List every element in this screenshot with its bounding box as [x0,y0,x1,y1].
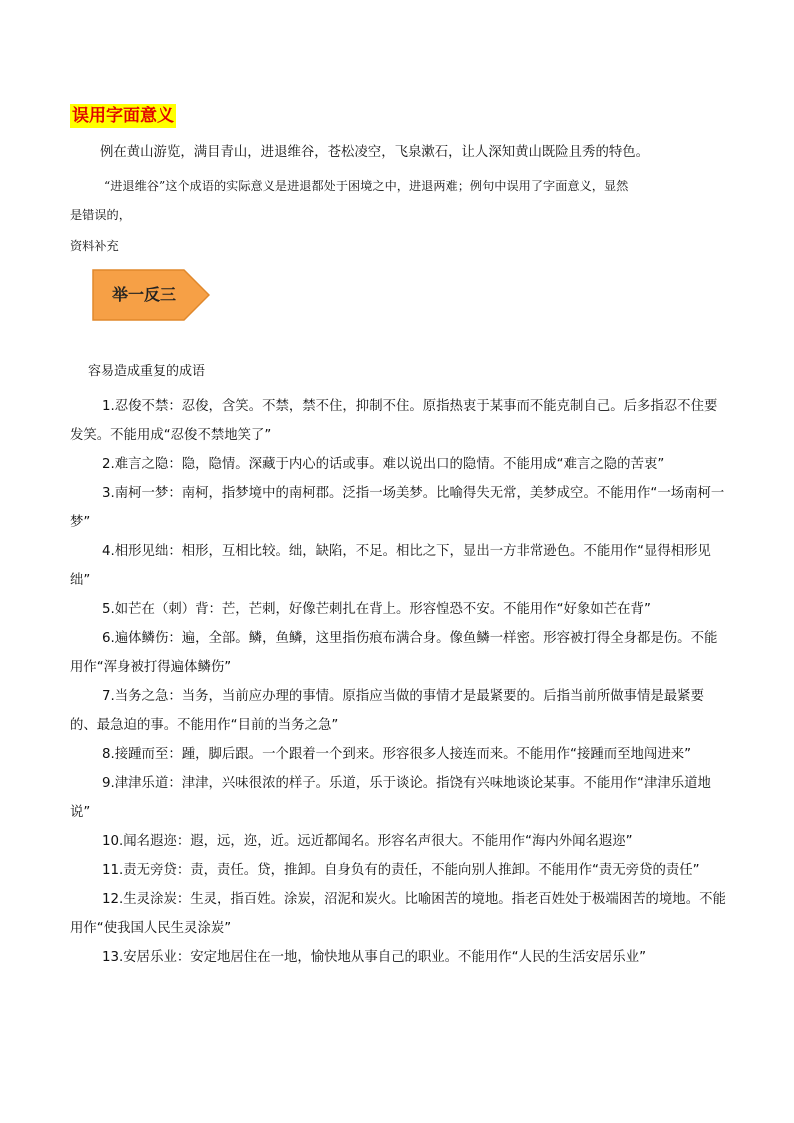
list-item: 3.南柯一梦：南柯，指梦境中的南柯郡。泛指一场美梦。比喻得失无常，美梦成空。不能用作“一场南柯一梦” [70,486,725,530]
list-item: 5.如芒在（刺）背：芒，芒刺，好像芒刺扎在背上。形容惶恐不安。不能用作“好象如芒在背” [102,602,651,617]
section-title: 误用字面意义 [72,106,174,126]
list-item: 9.津津乐道：津津，兴味很浓的样子。乐道，乐于谈论。指饶有兴味地谈论某事。不能用作“津津乐道地说” [70,776,711,820]
list-heading: 容易造成重复的成语 [88,364,206,379]
list-item: 2.难言之隐：隐，隐情。深藏于内心的话或事。难以说出口的隐情。不能用成“难言之隐的苦衷” [102,457,665,472]
list-item: 12.生灵涂炭：生灵，指百姓。涂炭，沼泥和炭火。比喻困苦的境地。指老百姓处于极端困苦的境地。不能用作“使我国人民生灵涂炭” [70,892,726,936]
list-item: 11.责无旁贷：责，责任。贷，推卸。自身负有的责任，不能向别人推卸。不能用作“责无旁贷的责任” [102,863,700,878]
list-item: 13.安居乐业：安定地居住在一地，愉快地从事自己的职业。不能用作“人民的生活安居乐业” [102,950,647,965]
example-sentence: 例在黄山游览，满目青山，进退维谷，苍松凌空，飞泉漱石，让人深知黄山既险且秀的特色。 [100,145,650,160]
explanation-line-1: “进退维谷”这个成语的实际意义是进退都处于困境之中，进退两难；例句中误用了字面意义，显然 [104,179,629,193]
arrow-badge [92,269,210,321]
list-item: 4.相形见绌：相形，互相比较。绌，缺陷，不足。相比之下，显出一方非常逊色。不能用作“显得相形见绌” [70,544,711,588]
list-item: 6.遍体鳞伤：遍，全部。鳞，鱼鳞，这里指伤痕布满合身。像鱼鳞一样密。形容被打得全身都是伤。不能用作“浑身被打得遍体鳞伤” [70,631,718,675]
list-item: 1.忍俊不禁：忍俊，含笑。不禁，禁不住，抑制不住。原指热衷于某事而不能克制自己。后多指忍不住要发笑。不能用成“忍俊不禁地笑了” [70,399,718,443]
list-item: 8.接踵而至：踵，脚后跟。一个跟着一个到来。形容很多人接连而来。不能用作“接踵而至地闯进来” [102,747,692,762]
arrow-badge-label: 举一反三 [111,285,176,304]
list-item: 7.当务之急：当务，当前应办理的事情。原指应当做的事情才是最紧要的。后指当前所做事情是最紧要的、最急迫的事。不能用作“目前的当务之急” [70,689,704,733]
list-item: 10.闻名遐迩：遐，远，迩，近。远近都闻名。形容名声很大。不能用作“海内外闻名遐迩” [102,834,633,849]
idiom-list [70,392,730,972]
supplement-label: 资料补充 [70,239,119,253]
explanation-line-2: 是错误的， [70,208,131,222]
